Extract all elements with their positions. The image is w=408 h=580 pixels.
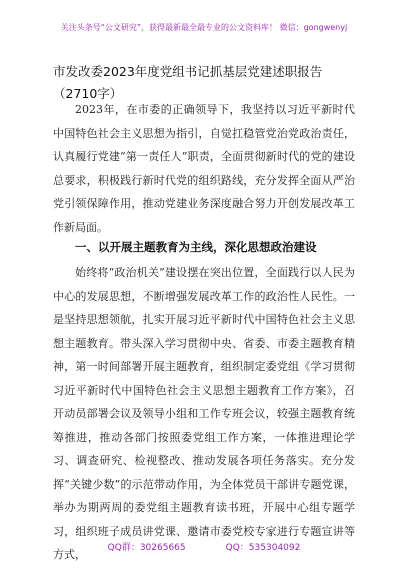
intro-paragraph: 2023年，在市委的正确领导下，我坚持以习近平新时代中国特色社会主义思想为指引，自觉扛稳管党治党政治责任，认真履行党建“第一责任人”职责，全面贯彻新时代的党的建设总要求，积极践行新时代党的组织路线，充分发挥全面从严治党引领保障作用，推动党建业务深度融合努力开创发展改革工作新局面。 [53, 103, 355, 234]
document-title: 市发改委2023年度党组书记抓基层党建述职报告（2710字） [53, 64, 323, 101]
section-heading: 一、以开展主题教育为主线，深化思想政治建设 [75, 240, 317, 254]
footer-contact [0, 540, 408, 553]
footer-qq-group: QQ群：30265665 [107, 543, 186, 553]
footer-qq: QQ：535304092 [225, 543, 301, 553]
header-banner: 关注头条号“公文研究”，获得最新最全最专业的公文资料库！ 微信：gongwenyj [60, 23, 348, 32]
section-paragraph: 始终将“政治机关”建设摆在突出位置，全面践行以人民为中心的发展思想，不断增强发展改革工作的政治性人民性。一是坚持思想领航，扎实开展习近平新时代中国特色社会主义思想主题教育。带头深入学习贯彻中央、省委、市委主题教育精神，第一时间部署开展主题教育，组织制定委党组《学习贯彻习近平新时代中国特色社会主义思想主题教育工作方案》，召开动员部署会议及领导小组和工作专班会议，较强主题教育统筹推进，推动各部门按照委党组工作方案，一体推进理论学习、调查研究、检视整改、推动发展各项任务落实。充分发挥“关键少数”的示范带动作用，为全体党员干部讲专题党课，举办为期两周的委党组主题教育读书班，开展中心组专题学习，组织班子成员讲党课、邀请市委党校专家进行专题宣讲等方式， [53, 266, 355, 561]
